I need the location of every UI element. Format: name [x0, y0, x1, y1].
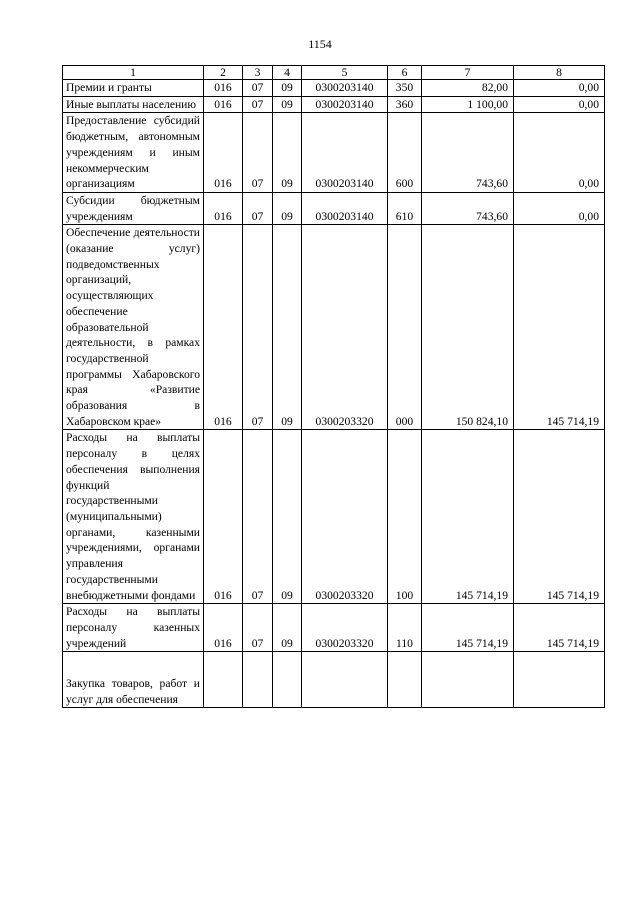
amount-col7: 1 100,00	[422, 96, 514, 113]
table-row	[63, 225, 605, 430]
subsection-code: 09	[273, 192, 302, 224]
page-number: 1154	[308, 37, 332, 51]
table-row	[63, 652, 605, 708]
row-name: Закупка товаров, работ и услуг для обеспечения	[63, 652, 204, 708]
row-name: Обеспечение деятельности (оказание услуг) подведомственных организаций, осуществляющих обеспечение образовательной деятельности, в рамках государственной программы Хабаровского края «Развитие образования в Хабаровском крае»	[63, 225, 204, 430]
target-code: 0300203140	[302, 80, 388, 97]
column-header: 7	[422, 66, 514, 80]
table-row	[63, 96, 605, 113]
expense-type: 110	[388, 604, 422, 652]
amount-col8: 0,00	[514, 192, 605, 224]
section-code: 07	[243, 96, 273, 113]
row-name: Предоставление субсидий бюджетным, автономным учреждениям и иным некоммерческим организациям	[63, 113, 204, 193]
amount-col8: 0,00	[514, 96, 605, 113]
subsection-code: 09	[273, 96, 302, 113]
expense-type: 600	[388, 113, 422, 193]
expense-type: 350	[388, 80, 422, 97]
subsection-code: 09	[273, 80, 302, 97]
amount-col7: 743,60	[422, 113, 514, 193]
amount-col7: 743,60	[422, 192, 514, 224]
amount-col8: 0,00	[514, 80, 605, 97]
column-header: 5	[302, 66, 388, 80]
amount-col8: 145 714,19	[514, 430, 605, 604]
header-row	[63, 66, 605, 80]
admin-code: 016	[204, 96, 243, 113]
expense-type: 100	[388, 430, 422, 604]
amount-col7: 145 714,19	[422, 430, 514, 604]
row-name: Расходы на выплаты персоналу казенных учреждений	[63, 604, 204, 652]
amount-col7	[422, 652, 514, 708]
subsection-code: 09	[273, 113, 302, 193]
row-name: Премии и гранты	[63, 80, 204, 97]
amount-col7: 82,00	[422, 80, 514, 97]
target-code: 0300203140	[302, 192, 388, 224]
subsection-code: 09	[273, 225, 302, 430]
subsection-code: 09	[273, 430, 302, 604]
admin-code: 016	[204, 192, 243, 224]
section-code: 07	[243, 192, 273, 224]
admin-code	[204, 652, 243, 708]
amount-col7: 150 824,10	[422, 225, 514, 430]
table-row	[63, 192, 605, 224]
column-header: 2	[204, 66, 243, 80]
section-code: 07	[243, 430, 273, 604]
target-code: 0300203140	[302, 113, 388, 193]
expense-type: 000	[388, 225, 422, 430]
admin-code: 016	[204, 80, 243, 97]
admin-code: 016	[204, 113, 243, 193]
target-code: 0300203320	[302, 430, 388, 604]
table-row	[63, 80, 605, 97]
row-name: Субсидии бюджетным учреждениям	[63, 192, 204, 224]
amount-col8: 145 714,19	[514, 225, 605, 430]
amount-col8	[514, 652, 605, 708]
section-code: 07	[243, 80, 273, 97]
target-code: 0300203320	[302, 225, 388, 430]
section-code: 07	[243, 225, 273, 430]
column-header: 1	[63, 66, 204, 80]
admin-code: 016	[204, 225, 243, 430]
amount-col8: 0,00	[514, 113, 605, 193]
section-code: 07	[243, 604, 273, 652]
target-code: 0300203320	[302, 604, 388, 652]
expense-type	[388, 652, 422, 708]
column-header: 8	[514, 66, 605, 80]
row-name: Расходы на выплаты персоналу в целях обеспечения выполнения функций государственными (муниципальными) органами, казенными учреждениями, органами управления государственными внебюджетными фондами	[63, 430, 204, 604]
table-row	[63, 113, 605, 193]
expense-type: 360	[388, 96, 422, 113]
target-code	[302, 652, 388, 708]
expense-type: 610	[388, 192, 422, 224]
column-header: 4	[273, 66, 302, 80]
row-name: Иные выплаты населению	[63, 96, 204, 113]
admin-code: 016	[204, 430, 243, 604]
table-row	[63, 430, 605, 604]
subsection-code: 09	[273, 604, 302, 652]
amount-col8: 145 714,19	[514, 604, 605, 652]
column-header: 3	[243, 66, 273, 80]
section-code	[243, 652, 273, 708]
amount-col7: 145 714,19	[422, 604, 514, 652]
admin-code: 016	[204, 604, 243, 652]
section-code: 07	[243, 113, 273, 193]
subsection-code	[273, 652, 302, 708]
column-header: 6	[388, 66, 422, 80]
target-code: 0300203140	[302, 96, 388, 113]
budget-table	[62, 65, 605, 708]
table-row	[63, 604, 605, 652]
